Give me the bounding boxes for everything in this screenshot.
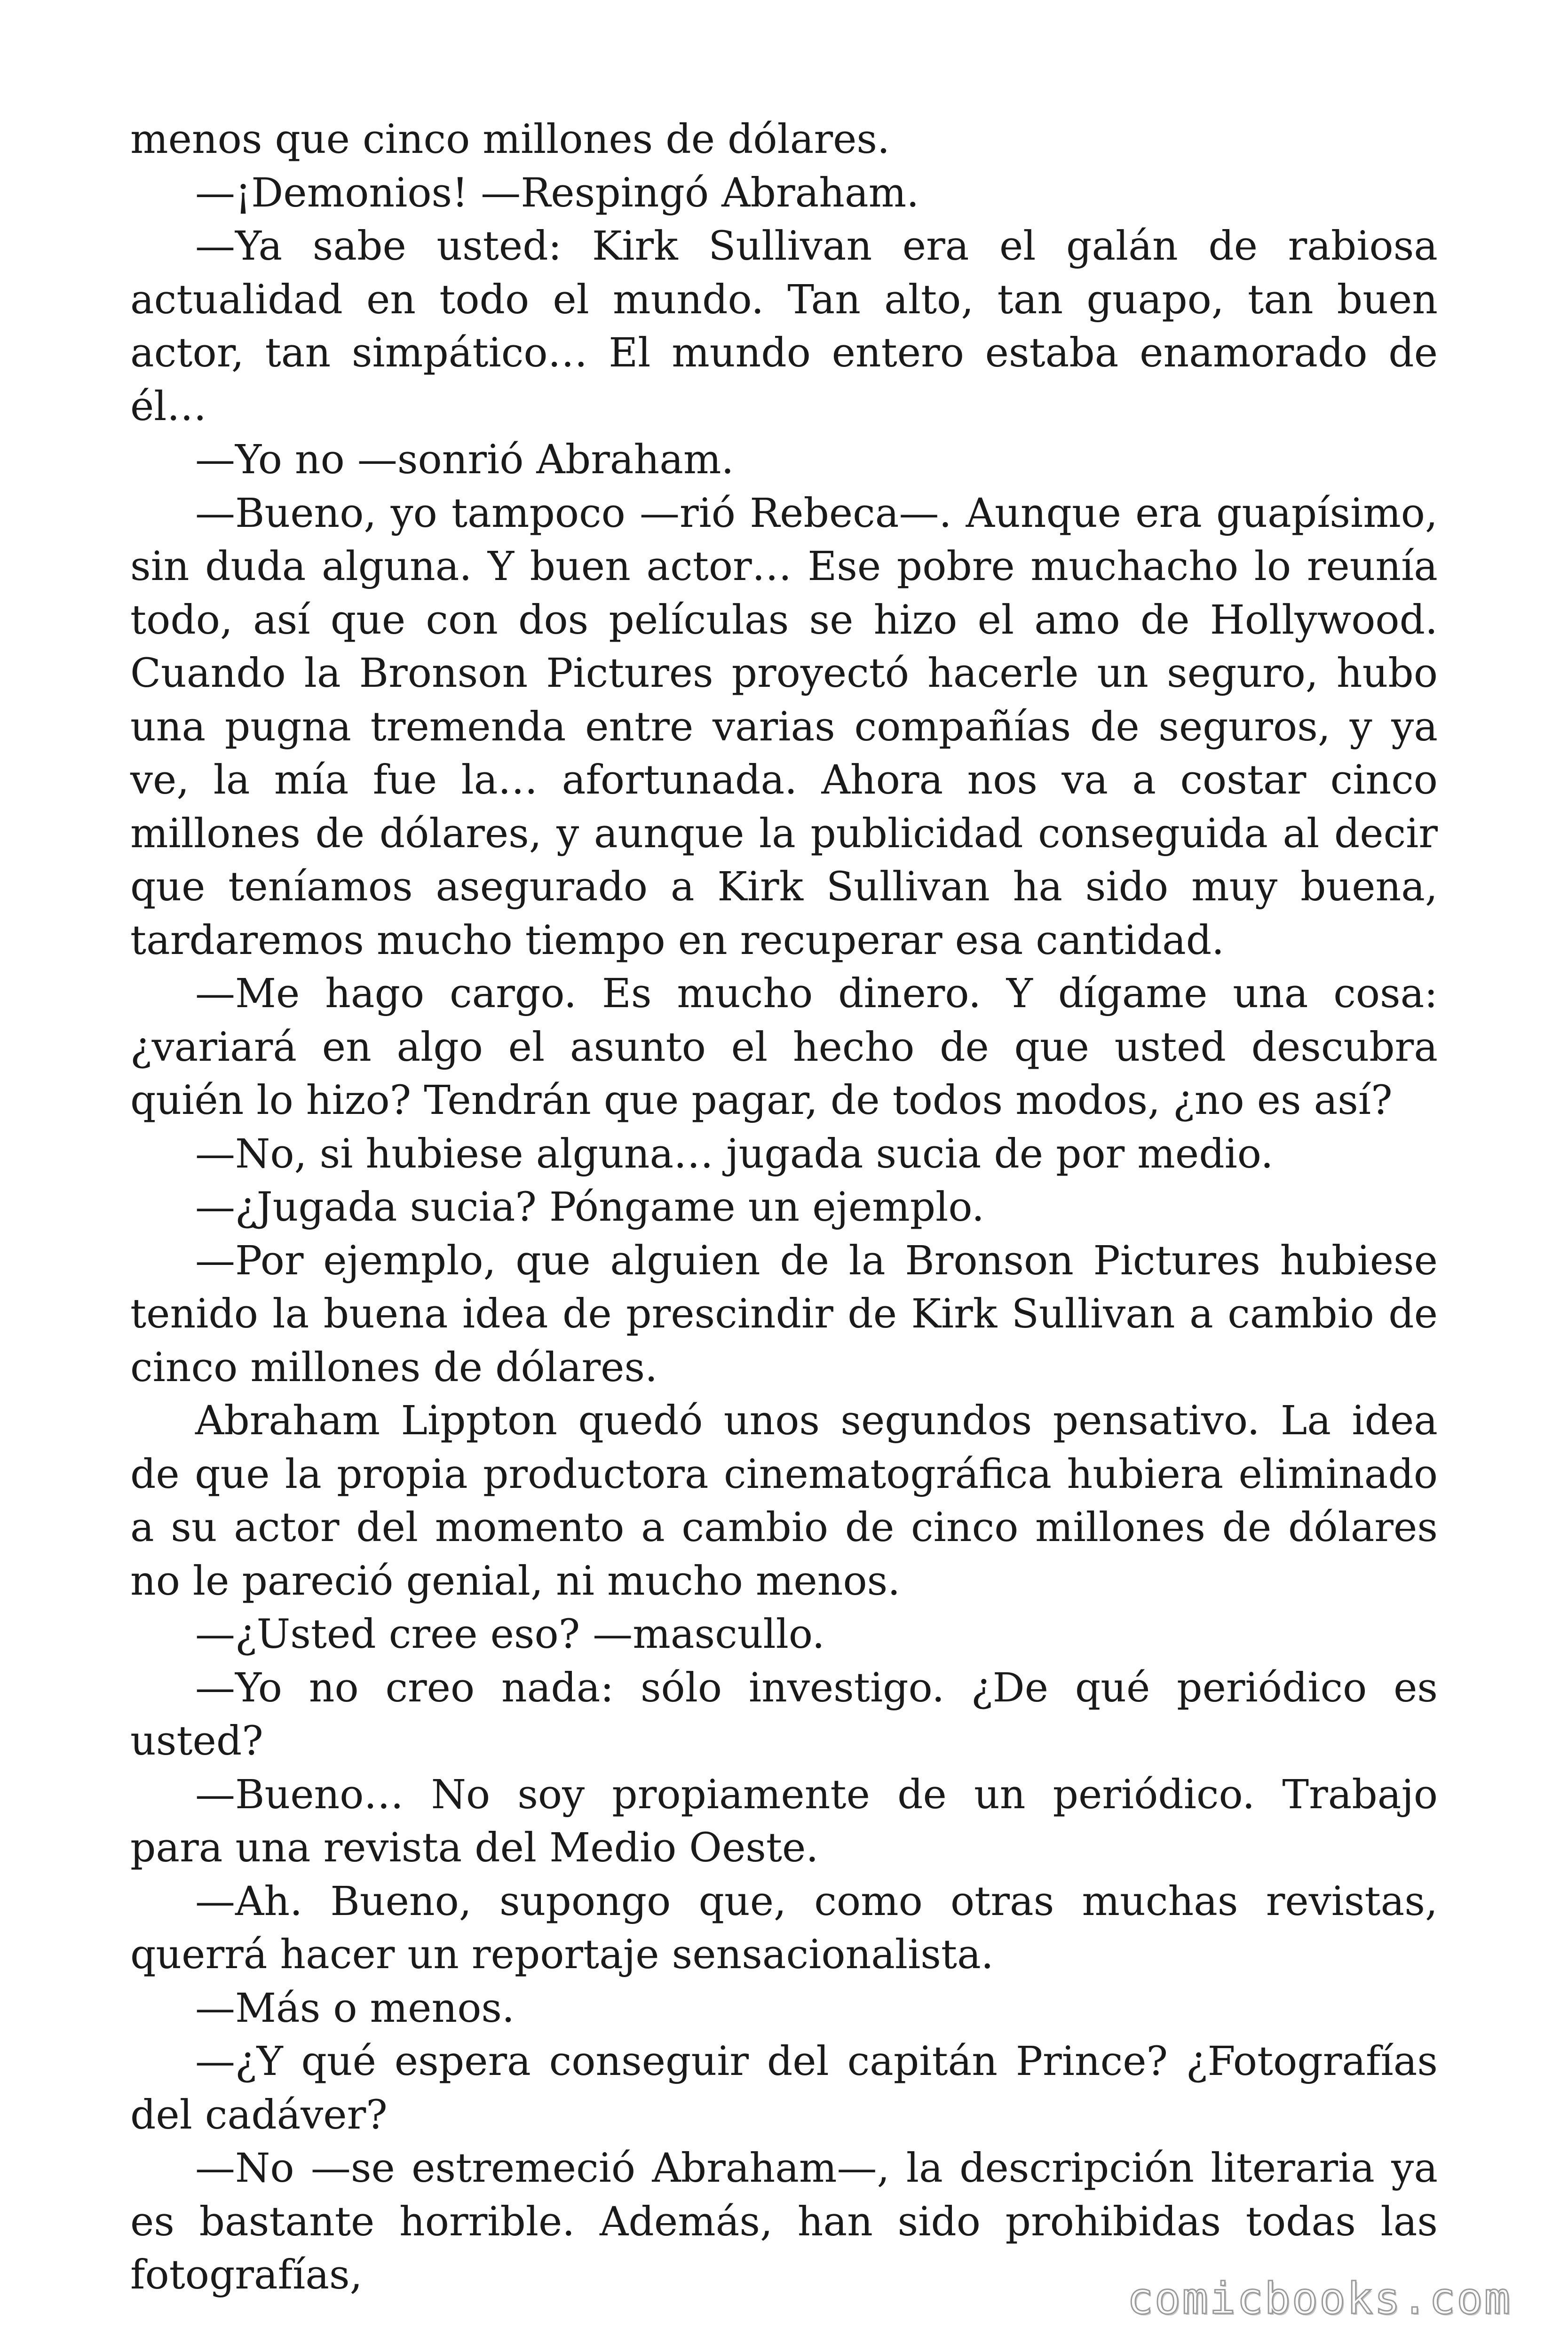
paragraph: —Ya sabe usted: Kirk Sullivan era el galán de rabiosa actualidad en todo el mundo. Tan alto, tan guapo, tan buen actor, tan simpático… El mundo entero estaba enamorado de él… (130, 223, 1438, 430)
paragraph: —¿Usted cree eso? —mascullo. (195, 1611, 825, 1658)
paragraph: Abraham Lippton quedó unos segundos pensativo. La idea de que la propia productora cinematográfica hubiera eliminado a su actor del momento a cambio de cinco millones de dólares no le pareció genial, ni mucho menos. (130, 1398, 1438, 1605)
paragraph: menos que cinco millones de dólares. (130, 116, 890, 163)
body-text (130, 113, 1438, 2302)
paragraph: —Yo no —sonrió Abraham. (195, 437, 734, 483)
paragraph: —Me hago cargo. Es mucho dinero. Y dígame una cosa: ¿variará en algo el asunto el hecho de que usted descubra quién lo hizo? Tendrán que pagar, de todos modos, ¿no es así? (130, 970, 1438, 1124)
paragraph: —Por ejemplo, que alguien de la Bronson Pictures hubiese tenido la buena idea de prescindir de Kirk Sullivan a cambio de cinco millones de dólares. (130, 1237, 1438, 1391)
paragraph: —¡Demonios! —Respingó Abraham. (195, 169, 919, 216)
paragraph: —Más o menos. (195, 1985, 515, 2032)
paragraph: —Bueno, yo tampoco —rió Rebeca—. Aunque era guapísimo, sin duda alguna. Y buen actor… Ese pobre muchacho lo reunía todo, así que con dos películas se hizo el amo de Hollywood. Cuando la Bronson Pictures proyectó hacerle un seguro, hubo una pugna tremenda entre varias compañías de seguros, y ya ve, la mía fue la… afortunada. Ahora nos va a costar cinco millones de dólares, y aunque la publicidad conseguida al decir que teníamos asegurado a Kirk Sullivan ha sido muy buena, tardaremos mucho tiempo en recuperar esa cantidad. (130, 490, 1438, 964)
paragraph: —No —se estremeció Abraham—, la descripción literaria ya es bastante horrible. Además, han sido prohibidas todas las fotografías, (130, 2145, 1438, 2298)
paragraph: —Bueno… No soy propiamente de un periódico. Trabajo para una revista del Medio Oeste. (130, 1771, 1438, 1871)
paragraph: —¿Y qué espera conseguir del capitán Prince? ¿Fotografías del cadáver? (130, 2038, 1438, 2138)
watermark-logo: comicbooks.com (1127, 2273, 1512, 2324)
paragraph: —Ah. Bueno, supongo que, como otras muchas revistas, querrá hacer un reportaje sensacionalista. (130, 1878, 1438, 1978)
paragraph: —¿Jugada sucia? Póngame un ejemplo. (195, 1184, 985, 1231)
paragraph: —Yo no creo nada: sólo investigo. ¿De qué periódico es usted? (130, 1664, 1438, 1764)
paragraph: —No, si hubiese alguna… jugada sucia de por medio. (195, 1130, 1274, 1177)
